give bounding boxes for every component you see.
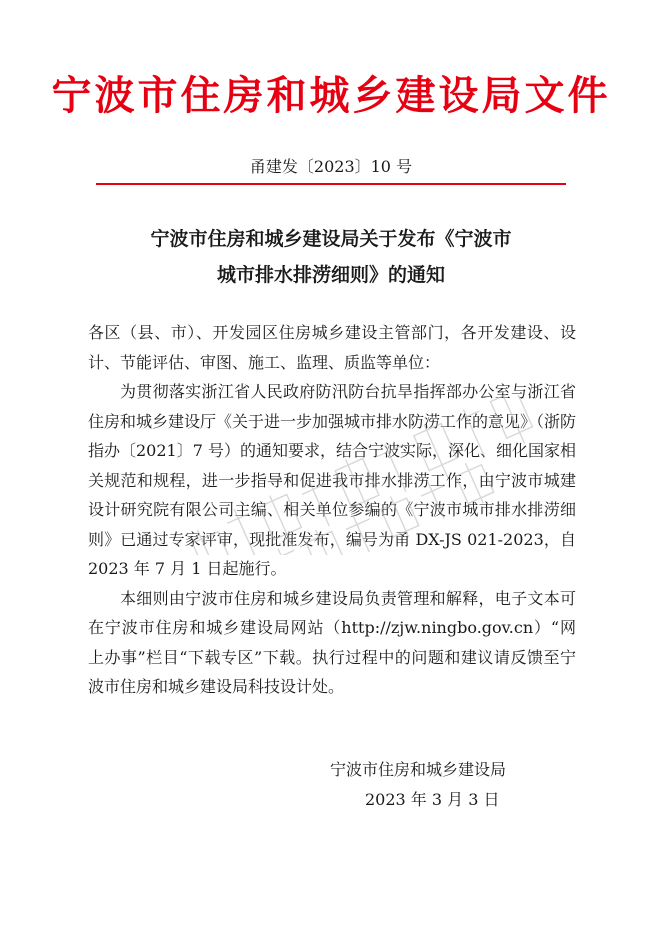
signature-organization-text: 宁波市住房和城乡建设局 [330,760,507,779]
body-paragraph-2: 本细则由宁波市住房和城乡建设局负责管理和解释，电子文本可在宁波市住房和城乡建设局网站（http://zjw.ningbo.gov.cn）“网上办事”栏目“下载专区”下载。执行过程中的问题和建议请反馈至宁波市住房和城乡建设局科技设计处。 [88,588,576,696]
addressee-paragraph: 各区（县、市）、开发园区住房城乡建设主管部门，各开发建设、设计、节能评估、审图、施工、监理、质监等单位： [88,323,576,372]
signature-date-text: 2023 年 3 月 3 日 [365,790,500,809]
document-number: 甬建发〔2023〕10 号 [249,157,413,176]
body-paragraph-1: 为贯彻落实浙江省人民政府防汛防台抗旱指挥部办公室与浙江省住房和城乡建设厅《关于进一步加强城市排水防涝工作的意见》（浙防指办〔2021〕7 号）的通知要求，结合宁波实际，深化、细化国家相关规范和规程，进一步指导和促进我市排水排涝工作，由宁波市城建设计研究院有限公司主编、相关单位参编的《宁波市城市排水排涝细则》已通过专家评审，现批准发布，编号为甬 DX-JS 021-2023，自 2023 年 7 月 1 日起施行。 [88,382,577,578]
notice-body [88,318,576,702]
notice-title-line-1: 宁波市住房和城乡建设局关于发布《宁波市 [150,228,512,250]
issuing-authority-header: 宁波市住房和城乡建设局文件 [51,72,611,119]
red-divider-line [96,183,566,185]
notice-title-line-2: 城市排水排涝细则》的通知 [216,264,445,286]
notice-title [0,221,662,293]
